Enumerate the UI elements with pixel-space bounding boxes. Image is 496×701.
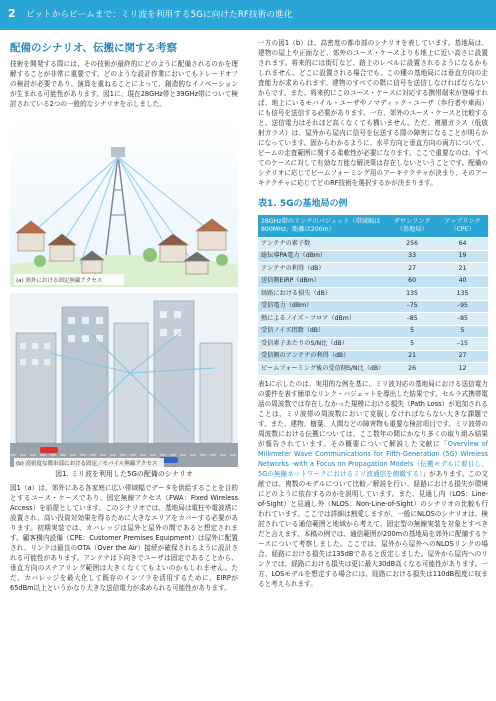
left-column <box>10 40 238 593</box>
fig-b-urban-panel <box>10 293 238 467</box>
table-cell: 21 <box>437 263 488 276</box>
fig-a-suburban-panel <box>10 115 238 287</box>
table-row <box>258 263 488 276</box>
figure-1 <box>10 115 238 467</box>
table-cell: –85 <box>437 313 488 326</box>
table-cell: 5 <box>387 338 437 351</box>
table-cell: 19 <box>437 250 488 263</box>
table-cell: 135 <box>437 288 488 301</box>
table-cell: –75 <box>387 300 437 313</box>
fig-a-label: (a) 郊外における固定無線アクセス <box>16 278 103 284</box>
section-title: 配備のシナリオ、伝搬に関する考察 <box>10 42 177 54</box>
table-title: 表1. 5Gの基地局の例 <box>258 199 348 209</box>
table-cell: 経路における損失（dB） <box>258 288 387 301</box>
table-cell: 60 <box>387 275 437 288</box>
table-row <box>258 275 488 288</box>
table-header: アップリンク（CPE） <box>437 215 488 238</box>
page-number: 2 <box>8 7 16 20</box>
table-row <box>258 363 488 375</box>
table-cell: –95 <box>437 300 488 313</box>
table-cell: 135 <box>387 288 437 301</box>
table-cell: 受信素子あたりのS/N比（dB） <box>258 338 387 351</box>
page-header <box>0 0 496 30</box>
table-row <box>258 300 488 313</box>
para2-text-a: 表1に示したのは、実用的な例を基に、ミリ波対応の基地局における送信電力の要件を表す簡単なリンク・バジェットを導出した結果です。セルラ式携帯電話の周波数では存在しなかった規模における損失（Path Loss）が追加されることは、ミリ波帯の周波数において克服しなければならない大きな課題です。また、建物、樹葉、人間などの障害物も重要な検討項目です。ミリ波帯の周波数における伝搬については、ここ数年の間にかなり多くの取り組み結果が報告されています。その概要について解説した文献に「 <box>258 379 488 448</box>
table-cell: 12 <box>437 363 488 375</box>
table-cell: 40 <box>437 275 488 288</box>
fig-b-label: (b) 高密度な都市部における固定／モバイル無線アクセス <box>16 461 158 467</box>
table-cell: 送信側EIRP（dBm） <box>258 275 387 288</box>
table-row <box>258 313 488 326</box>
table-cell: 26 <box>387 363 437 375</box>
table-cell: 27 <box>437 350 488 363</box>
table-header: ダウンリンク（基地局） <box>387 215 437 238</box>
table-cell: 64 <box>437 238 488 251</box>
para2-text-b: 」があります。この文献では、複数のモデルについて比較／解説を行い、経路における損失が環境にどのように依存するのかを説明しています。また、見通し内（LOS：Line-of-Sight）と見通し外（NLOS：Non-Line-of-Sight）のシナリオの比較も行われています。ここでは詳細は割愛しますが、一般にNLOSのシナリオは、検討されている通信範囲と地域から考えて、固定型の無線実装を対象とすべきだと言えます。本稿の例では、通信範囲が200mの基地局を郊外に配備するケースについて考察しました。ここでは、屋外から屋外へのNLOSリンクの場合、経路における損失は135dBであると仮定しました。屋外から屋内へのリンクでは、経路における損失は更に最大30dB高くなる可能性があります。一方、LOSモデルを想定する場合には、経路における損失は110dB程度に収まると考えられます。 <box>258 469 488 588</box>
table-row <box>258 325 488 338</box>
table-cell: 受信電力（dBm） <box>258 300 387 313</box>
body-paragraph: 図1（a）は、郊外にある各家庭に広い帯域幅でデータを供給することを目的とするユース・ケースであり、固定無線アクセス（FWA：Fixed Wireless Access）を前提としています。このシナリオでは、基地局は電柱や電波塔に設置され、高い投資対効果を得るために大きなエリアをカバーする必要があります。初期実装では、カバレッジは屋外と屋外の間であると想定されます。顧客構内設備（CPE：Customer Premises Equipment）は屋外に配置され、リンクは最良のOTA（Over the Air）接続が確保されるように設計される可能性があります。アンテナは下向きでユーザは固定であることから、垂直方向のステアリング範囲は大きくなくてもよいのかもしれません。ただ、カバレッジを最大化して既存のインフラを活用するために、EIRPが65dBm以上というかなり大きな送信電力が求められる可能性があります。 <box>10 484 238 592</box>
table-cell: 256 <box>387 238 437 251</box>
table-cell: ビームフォーミング後の受信側S/N比（dB） <box>258 363 387 375</box>
table-row <box>258 350 488 363</box>
table-cell: 21 <box>387 350 437 363</box>
table-row <box>258 238 488 251</box>
table-cell: 27 <box>387 263 437 276</box>
table-cell: 受信ノイズ指数（dB） <box>258 325 387 338</box>
right-paragraph-2 <box>258 379 488 589</box>
figure-caption: 図1. ミリ波を利用した5Gの配備のシナリオ <box>55 470 193 478</box>
table-cell: 5 <box>437 325 488 338</box>
table-cell: 5 <box>387 325 437 338</box>
table-cell: 受信側のアンテナの利得（dB） <box>258 350 387 363</box>
table-header: 28GHz帯のリンクのバジェット（帯域幅は800MHz、距離は200m） <box>258 215 387 238</box>
right-paragraph-1: 一方の図1（b）は、高密度の都市部のシナリオを表しています。基地局は、建物の屋上や正面など、郊外のユース・ケースよりも地上に近い高さに設置されます。将来的には街灯など、路上のレベルに設置されるようになるかもしれません。どこに設置される場合でも、この種の基地局には垂直方向の走査能力が求められます。建物のすべての階に信号を送信しなければならないからです。また、将来的にこのユース・ケースに対応する携帯端末が登場すれば、地上にいるモバイル・ユーザやノマディック・ユーザ（歩行者や車両）にも信号を送信する必要があります。一方、郊外のユース・ケースと比較すると、送信電力はそれほど高くなくても構いません。ただ、複層ガラス（低放射ガラス）は、屋外から屋内に信号を伝送する際の障害になることが明らかになっています。固からわかるように、水平方向と垂直方向の両方について、ビームの走査範囲に関する柔軟性が必要になります。ここで重要なのは、すべてのケースに対して有効な万能な解決策は存在しないということです。配備のシナリオに応じてビームフォーミング用のアーキテクチャが決まり、そのアーキテクチャに応じてどのRF技術を選択するかが決まります。 <box>258 39 488 187</box>
table-cell: –15 <box>437 338 488 351</box>
table-row <box>258 288 488 301</box>
table-cell: アンテナの素子数 <box>258 238 387 251</box>
right-column <box>258 38 488 589</box>
reference-link[interactable]: Overview of Millimeter Wave Communications for Fifth-Generation (5G) Wireless Networks -with a Focus on Propagation Models（伝搬モデルに着目し、5Gの無線ネットワークにおけるミリ波通信を俯瞰する） <box>258 439 488 478</box>
table-header-row <box>258 215 488 238</box>
link-budget-table <box>258 215 488 375</box>
table-row <box>258 250 488 263</box>
table-cell: 熱によるノイズ・フロア（dBm） <box>258 313 387 326</box>
table-cell: 33 <box>387 250 437 263</box>
table-cell: –85 <box>387 313 437 326</box>
deployment-illustration <box>10 115 238 467</box>
intro-paragraph: 技術を開発する際には、その技術が最終的にどのように配備されるのかを理解することが非常に重要です。どのような設計作業においてもトレードオフの検討が必要であり、演算を重ねることによって、創造的なイノベーションが生まれる可能性があります。図1に、現在28GHz帯と39GHz帯について検討されている2つの一般的なシナリオを示しました。 <box>10 60 238 108</box>
table-row <box>258 338 488 351</box>
header-title: ビットからビームまで：ミリ波を利用する5Gに向けたRF技術の進化 <box>26 10 293 20</box>
table-cell: 総伝導PA電力（dBm） <box>258 250 387 263</box>
table-cell: アンテナの利得（dB） <box>258 263 387 276</box>
